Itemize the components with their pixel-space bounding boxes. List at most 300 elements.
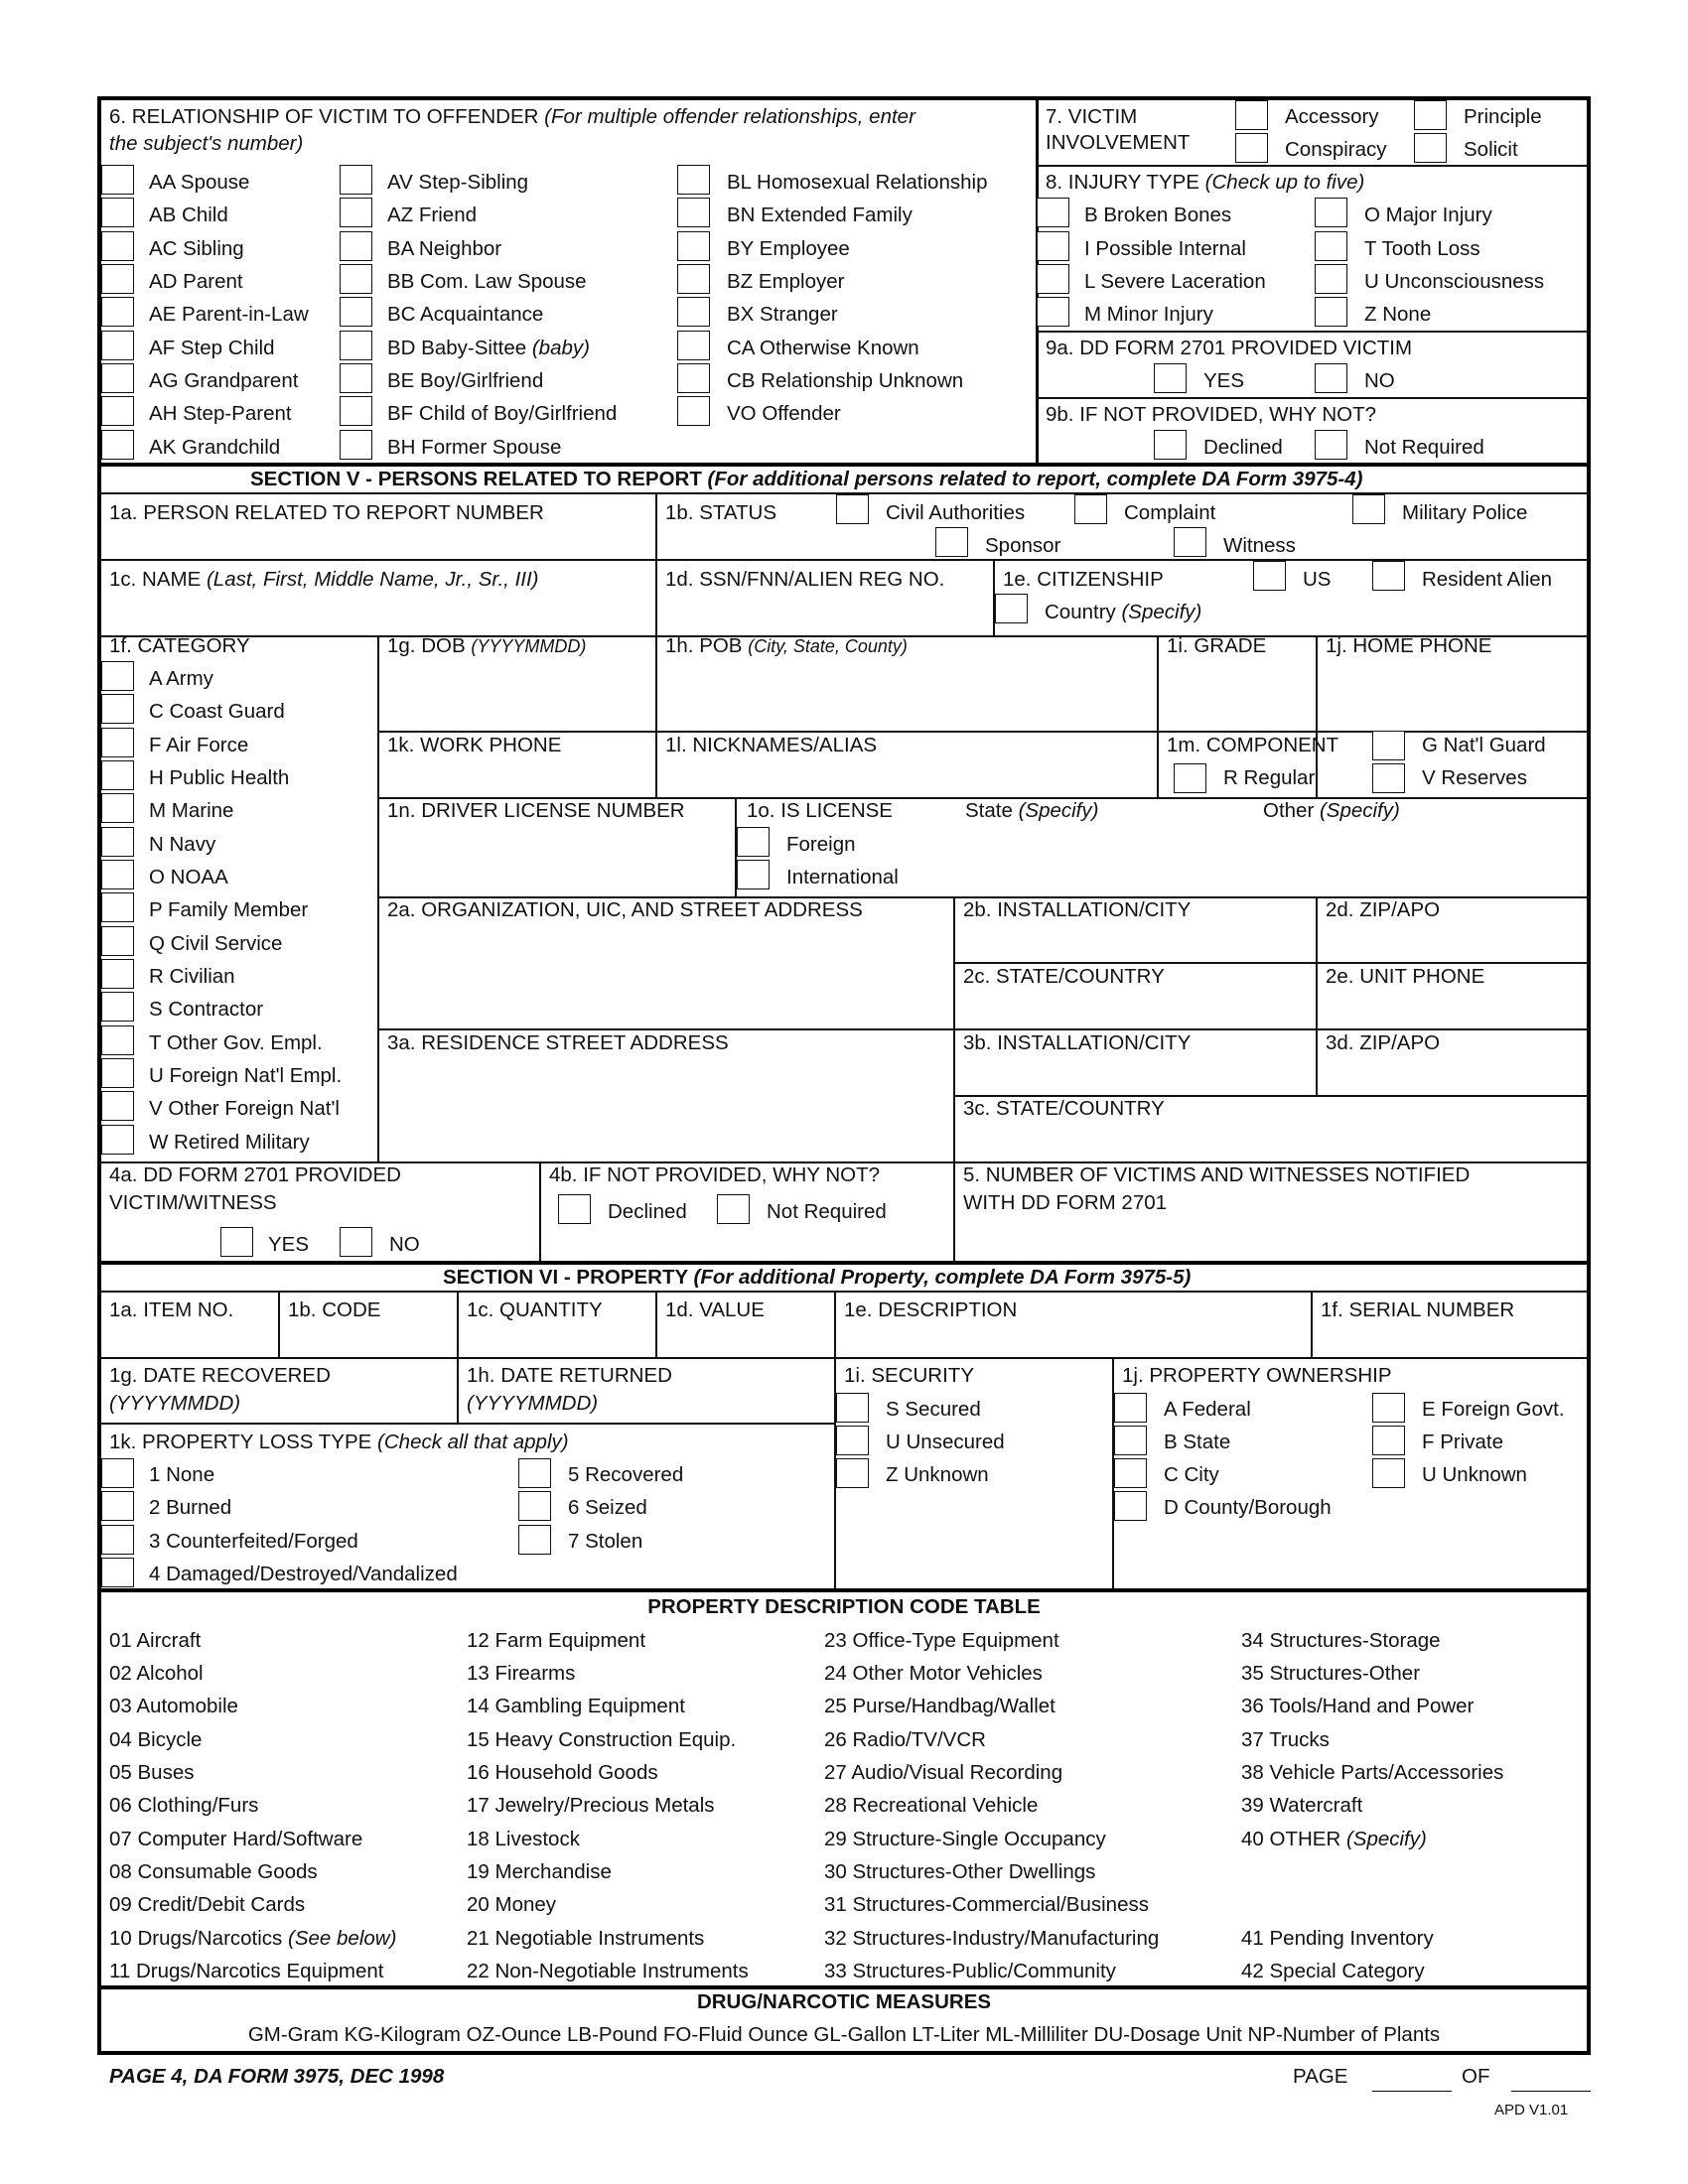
drug-measures-title: DRUG/NARCOTIC MEASURES	[696, 1990, 992, 2013]
loss-label: 5 Recovered	[568, 1463, 684, 1486]
rel-label: BZ Employer	[727, 270, 845, 293]
status-label: Witness	[1223, 534, 1296, 557]
checkbox-injury-m[interactable]	[1037, 297, 1069, 327]
cit-country	[1045, 601, 1201, 624]
category-label: Q Civil Service	[149, 932, 283, 955]
category-label: A Army	[149, 667, 213, 690]
checkbox-own-b[interactable]	[1114, 1426, 1147, 1455]
injury-label: I Possible Internal	[1084, 237, 1246, 260]
checkbox-be[interactable]	[340, 363, 372, 393]
checkbox-lic-international[interactable]	[737, 860, 770, 889]
f1c-note: (Last, First, Middle Name, Jr., Sr., III)	[206, 568, 539, 591]
section-vi-header	[443, 1266, 1191, 1290]
checkbox-civil-authorities[interactable]	[836, 494, 869, 524]
checkbox-injury-b[interactable]	[1037, 198, 1069, 227]
rel-label: BB Com. Law Spouse	[387, 270, 587, 293]
f1g-text: 1g. DOB	[387, 634, 466, 657]
checkbox-cat-o[interactable]	[101, 860, 134, 889]
section-vi-note: (For additional Property, complete DA Form 3975-5)	[693, 1266, 1192, 1289]
f3c-label: 3c. STATE/COUNTRY	[963, 1097, 1165, 1120]
lic-label: International	[786, 866, 899, 888]
category-label: P Family Member	[149, 898, 309, 921]
code-item-drugs	[109, 1927, 396, 1951]
checkbox-cat-r[interactable]	[101, 959, 134, 989]
f1c-label	[109, 568, 539, 592]
p1d-label: 1d. VALUE	[665, 1298, 765, 1321]
code-item: 03 Automobile	[109, 1695, 238, 1717]
comp-label: R Regular	[1223, 766, 1316, 789]
p1a-label: 1a. ITEM NO.	[109, 1298, 234, 1321]
code-item: 05 Buses	[109, 1761, 195, 1784]
checkbox-9b-not-required[interactable]	[1315, 430, 1347, 460]
checkbox-bz[interactable]	[677, 264, 710, 294]
rel-label: AA Spouse	[149, 171, 250, 194]
checkbox-witness[interactable]	[1174, 527, 1206, 557]
loss-label: 6 Seized	[568, 1496, 647, 1519]
checkbox-4b-not-required[interactable]	[717, 1194, 750, 1224]
f2d-label: 2d. ZIP/APO	[1326, 898, 1441, 921]
checkbox-accessory[interactable]	[1235, 100, 1268, 130]
rel-label: BC Acquaintance	[387, 303, 544, 326]
see-below-note: (See below)	[288, 1927, 397, 1950]
code-item: 35 Structures-Other	[1241, 1662, 1421, 1685]
p1k-note: (Check all that apply)	[377, 1431, 569, 1453]
rel-label: CB Relationship Unknown	[727, 369, 964, 392]
rel-label: AG Grandparent	[149, 369, 299, 392]
comp-label: V Reserves	[1422, 766, 1527, 789]
checkbox-9a-no[interactable]	[1315, 363, 1347, 393]
category-label: R Civilian	[149, 965, 235, 988]
checkbox-military-police[interactable]	[1352, 494, 1385, 524]
f1d-label: 1d. SSN/FNN/ALIEN REG NO.	[665, 568, 945, 591]
p1g-note: (YYYYMMDD)	[109, 1392, 241, 1415]
loss-label: 4 Damaged/Destroyed/Vandalized	[149, 1563, 458, 1585]
checkbox-4b-declined[interactable]	[558, 1194, 591, 1224]
checkbox-sec-z[interactable]	[836, 1458, 869, 1488]
rel-label: BY Employee	[727, 237, 850, 260]
code-item: 26 Radio/TV/VCR	[824, 1728, 986, 1751]
category-label: T Other Gov. Empl.	[149, 1031, 323, 1054]
code-item: 13 Firearms	[467, 1662, 576, 1685]
section-v-note: (For additional persons related to report, complete DA Form 3975-4)	[707, 468, 1363, 490]
code-item: 21 Negotiable Instruments	[467, 1927, 705, 1950]
p1k-label	[109, 1431, 569, 1454]
injury-label: Z None	[1364, 303, 1432, 326]
f3b-label: 3b. INSTALLATION/CITY	[963, 1031, 1192, 1054]
f2e-label: 2e. UNIT PHONE	[1326, 965, 1485, 988]
q7-opt-label: Solicit	[1464, 138, 1518, 161]
checkbox-principle[interactable]	[1414, 100, 1447, 130]
q9b-opt-label: Declined	[1203, 436, 1283, 459]
f1i-label: 1i. GRADE	[1167, 634, 1267, 657]
category-label: V Other Foreign Nat'l	[149, 1097, 340, 1120]
f5-label: 5. NUMBER OF VICTIMS AND WITNESSES NOTIFIED	[963, 1163, 1471, 1186]
checkbox-own-u[interactable]	[1372, 1458, 1405, 1488]
loss-label: 3 Counterfeited/Forged	[149, 1530, 358, 1553]
code-item: 23 Office-Type Equipment	[824, 1629, 1059, 1652]
rel-label-bd	[387, 337, 590, 360]
checkbox-ca[interactable]	[677, 331, 710, 360]
rel-label: AV Step-Sibling	[387, 171, 529, 194]
loss-label: 7 Stolen	[568, 1530, 643, 1553]
p1b-label: 1b. CODE	[288, 1298, 381, 1321]
checkbox-bd[interactable]	[340, 331, 372, 360]
checkbox-4a-yes[interactable]	[220, 1227, 253, 1257]
checkbox-solicit[interactable]	[1414, 133, 1447, 163]
f4a-yes-label: YES	[268, 1233, 310, 1256]
code-item: 09 Credit/Debit Cards	[109, 1893, 306, 1916]
footer-of-label: OF	[1462, 2065, 1490, 2088]
lic-other	[1263, 799, 1400, 823]
cit-note: (Specify)	[1121, 601, 1202, 623]
checkbox-injury-t[interactable]	[1315, 231, 1347, 261]
f1h-note: (City, State, County)	[748, 636, 908, 656]
checkbox-aa[interactable]	[101, 165, 134, 195]
rel-label: AB Child	[149, 204, 228, 226]
q9b-opt-label: Not Required	[1364, 436, 1484, 459]
checkbox-af[interactable]	[101, 331, 134, 360]
f1k-label: 1k. WORK PHONE	[387, 734, 562, 756]
code-item: 06 Clothing/Furs	[109, 1794, 259, 1817]
f2c-label: 2c. STATE/COUNTRY	[963, 965, 1165, 988]
code-item: 02 Alcohol	[109, 1662, 204, 1685]
checkbox-loss-4[interactable]	[101, 1558, 134, 1587]
f2b-label: 2b. INSTALLATION/CITY	[963, 898, 1192, 921]
checkbox-sec-s[interactable]	[836, 1393, 869, 1423]
comp-label: G Nat'l Guard	[1422, 734, 1546, 756]
checkbox-av[interactable]	[340, 165, 372, 195]
q7-title: 7. VICTIM	[1046, 105, 1138, 128]
cit-country-text: Country	[1045, 601, 1116, 623]
section-vi-title: SECTION VI - PROPERTY	[443, 1266, 688, 1289]
cit-label: US	[1303, 568, 1332, 591]
checkbox-bh[interactable]	[340, 430, 372, 460]
checkbox-ab[interactable]	[101, 198, 134, 227]
footer-version: APD V1.01	[1494, 2102, 1569, 2118]
q9a-no-label: NO	[1364, 369, 1395, 392]
checkbox-ae[interactable]	[101, 297, 134, 327]
f2a-label: 2a. ORGANIZATION, UIC, AND STREET ADDRESS	[387, 898, 863, 921]
rel-label: BE Boy/Girlfriend	[387, 369, 544, 392]
f4b-label: 4b. IF NOT PROVIDED, WHY NOT?	[549, 1163, 880, 1186]
loss-label: 1 None	[149, 1463, 215, 1486]
code-item: 11 Drugs/Narcotics Equipment	[109, 1960, 384, 1982]
category-label: F Air Force	[149, 734, 249, 756]
category-label: M Marine	[149, 799, 234, 822]
code-item: 37 Trucks	[1241, 1728, 1330, 1751]
q9a-yes-label: YES	[1203, 369, 1245, 392]
code-item: 28 Recreational Vehicle	[824, 1794, 1039, 1817]
category-label: U Foreign Nat'l Empl.	[149, 1064, 343, 1087]
checkbox-9a-yes[interactable]	[1154, 363, 1187, 393]
checkbox-conspiracy[interactable]	[1235, 133, 1268, 163]
code-item: 25 Purse/Handbag/Wallet	[824, 1695, 1055, 1717]
code-item: 12 Farm Equipment	[467, 1629, 646, 1652]
section-v-title: SECTION V - PERSONS RELATED TO REPORT	[250, 468, 702, 490]
f1e-label: 1e. CITIZENSHIP	[1003, 568, 1164, 591]
checkbox-comp-g[interactable]	[1372, 731, 1405, 760]
p1h-note: (YYYYMMDD)	[467, 1392, 599, 1415]
code-item: 27 Audio/Visual Recording	[824, 1761, 1063, 1784]
p1e-label: 1e. DESCRIPTION	[844, 1298, 1018, 1321]
q9a-title: 9a. DD FORM 2701 PROVIDED VICTIM	[1046, 337, 1413, 359]
checkbox-comp-v[interactable]	[1372, 763, 1405, 793]
lic-label: Foreign	[786, 833, 856, 856]
drug-measures-list: GM-Gram KG-Kilogram OZ-Ounce LB-Pound FO-Fluid Ounce GL-Gallon LT-Liter ML-Milliliter DU-Dosage Unit NP-Number of Plants	[247, 2023, 1441, 2046]
ownership-label: U Unknown	[1422, 1463, 1527, 1486]
rel-label: AE Parent-in-Law	[149, 303, 309, 326]
f3a-label: 3a. RESIDENCE STREET ADDRESS	[387, 1031, 729, 1054]
checkbox-own-d[interactable]	[1114, 1491, 1147, 1521]
f5-label2: WITH DD FORM 2701	[963, 1191, 1168, 1214]
p1k-text: 1k. PROPERTY LOSS TYPE	[109, 1431, 372, 1453]
checkbox-complaint[interactable]	[1074, 494, 1107, 524]
loss-label: 2 Burned	[149, 1496, 232, 1519]
code-item: 40 OTHER	[1241, 1828, 1341, 1850]
code-item: 08 Consumable Goods	[109, 1860, 318, 1883]
injury-label: T Tooth Loss	[1364, 237, 1480, 260]
checkbox-cat-m[interactable]	[101, 793, 134, 823]
checkbox-bf[interactable]	[340, 396, 372, 426]
checkbox-resident-alien[interactable]	[1372, 561, 1405, 591]
bd-note: (baby)	[531, 337, 590, 359]
rel-label: AC Sibling	[149, 237, 244, 260]
rel-label: BX Stranger	[727, 303, 838, 326]
checkbox-cat-a[interactable]	[101, 661, 134, 691]
p1i-label: 1i. SECURITY	[844, 1364, 974, 1387]
checkbox-cat-n[interactable]	[101, 827, 134, 857]
code-item: 14 Gambling Equipment	[467, 1695, 685, 1717]
f1n-label: 1n. DRIVER LICENSE NUMBER	[387, 799, 685, 822]
checkbox-cat-h[interactable]	[101, 760, 134, 790]
code-item: 04 Bicycle	[109, 1728, 203, 1751]
q7-opt-label: Conspiracy	[1285, 138, 1387, 161]
rel-label: AH Step-Parent	[149, 402, 292, 425]
checkbox-country[interactable]	[995, 594, 1028, 623]
q7-title2: INVOLVEMENT	[1046, 131, 1191, 154]
f4a-label: 4a. DD FORM 2701 PROVIDED	[109, 1163, 401, 1186]
other-specify-note: (Specify)	[1345, 1828, 1427, 1850]
security-label: Z Unknown	[886, 1463, 989, 1486]
code-item: 39 Watercraft	[1241, 1794, 1363, 1817]
code-item: 18 Livestock	[467, 1828, 580, 1850]
lic-other-note: (Specify)	[1319, 799, 1400, 822]
checkbox-injury-l[interactable]	[1037, 264, 1069, 294]
injury-label: L Severe Laceration	[1084, 270, 1266, 293]
code-item: 07 Computer Hard/Software	[109, 1828, 363, 1850]
checkbox-ac[interactable]	[101, 231, 134, 261]
checkbox-injury-u[interactable]	[1315, 264, 1347, 294]
rel-label: VO Offender	[727, 402, 841, 425]
code-item: 34 Structures-Storage	[1241, 1629, 1441, 1652]
status-label: Civil Authorities	[886, 501, 1026, 524]
checkbox-loss-5[interactable]	[518, 1458, 551, 1488]
p1j-label: 1j. PROPERTY OWNERSHIP	[1122, 1364, 1392, 1387]
q6-note: (For multiple offender relationships, enter	[544, 105, 915, 128]
f1g-label	[387, 634, 586, 658]
status-label: Military Police	[1402, 501, 1528, 524]
code-item: 38 Vehicle Parts/Accessories	[1241, 1761, 1504, 1784]
injury-label: B Broken Bones	[1084, 204, 1232, 226]
checkbox-cat-p[interactable]	[101, 892, 134, 922]
checkbox-bl[interactable]	[677, 165, 710, 195]
checkbox-ak[interactable]	[101, 430, 134, 460]
checkbox-us[interactable]	[1253, 561, 1286, 591]
checkbox-vo[interactable]	[677, 396, 710, 426]
checkbox-cat-s[interactable]	[101, 992, 134, 1022]
ownership-label: B State	[1164, 1431, 1231, 1453]
checkbox-bb[interactable]	[340, 264, 372, 294]
code-item: 32 Structures-Industry/Manufacturing	[824, 1927, 1160, 1950]
f1h-label	[665, 634, 908, 658]
f4b-opt-label: Declined	[608, 1200, 687, 1223]
rel-label: AZ Friend	[387, 204, 477, 226]
f1f-label: 1f. CATEGORY	[109, 634, 250, 657]
q8-title	[1046, 171, 1364, 195]
checkbox-ag[interactable]	[101, 363, 134, 393]
checkbox-loss-7[interactable]	[518, 1525, 551, 1555]
checkbox-cat-c[interactable]	[101, 694, 134, 724]
ownership-label: C City	[1164, 1463, 1219, 1486]
status-label: Sponsor	[985, 534, 1061, 557]
injury-label: O Major Injury	[1364, 204, 1492, 226]
rel-label-text: BD Baby-Sittee	[387, 337, 527, 359]
q6-title	[109, 105, 915, 129]
checkbox-bx[interactable]	[677, 297, 710, 327]
lic-state	[965, 799, 1098, 823]
checkbox-sponsor[interactable]	[935, 527, 968, 557]
footer-form-id: PAGE 4, DA FORM 3975, DEC 1998	[109, 2065, 445, 2088]
f1h-text: 1h. POB	[665, 634, 743, 657]
checkbox-cat-u[interactable]	[101, 1058, 134, 1088]
checkbox-cat-v[interactable]	[101, 1091, 134, 1121]
checkbox-sec-u[interactable]	[836, 1426, 869, 1455]
f1o-label: 1o. IS LICENSE	[747, 799, 893, 822]
checkbox-bc[interactable]	[340, 297, 372, 327]
code-item: 30 Structures-Other Dwellings	[824, 1860, 1096, 1883]
code-item: 17 Jewelry/Precious Metals	[467, 1794, 715, 1817]
f1l-label: 1l. NICKNAMES/ALIAS	[665, 734, 878, 756]
ownership-label: A Federal	[1164, 1398, 1251, 1421]
q7-opt-label: Principle	[1464, 105, 1542, 128]
security-label: U Unsecured	[886, 1431, 1005, 1453]
injury-label: U Unconsciousness	[1364, 270, 1545, 293]
f3d-label: 3d. ZIP/APO	[1326, 1031, 1441, 1054]
checkbox-own-a[interactable]	[1114, 1393, 1147, 1423]
checkbox-own-f[interactable]	[1372, 1426, 1405, 1455]
p1c-label: 1c. QUANTITY	[467, 1298, 603, 1321]
security-label: S Secured	[886, 1398, 981, 1421]
code-item: 29 Structure-Single Occupancy	[824, 1828, 1106, 1850]
code-table-title: PROPERTY DESCRIPTION CODE TABLE	[647, 1595, 1041, 1618]
checkbox-cat-w[interactable]	[101, 1125, 134, 1155]
checkbox-ah[interactable]	[101, 396, 134, 426]
f4a-no-label: NO	[389, 1233, 420, 1256]
category-label: N Navy	[149, 833, 216, 856]
checkbox-loss-2[interactable]	[101, 1491, 134, 1521]
ownership-label: F Private	[1422, 1431, 1504, 1453]
f1c-text: 1c. NAME	[109, 568, 202, 591]
q7-opt-label: Accessory	[1285, 105, 1379, 128]
q8-note: (Check up to five)	[1204, 171, 1365, 194]
ownership-label: D County/Borough	[1164, 1496, 1332, 1519]
f1a-label: 1a. PERSON RELATED TO REPORT NUMBER	[109, 501, 544, 524]
rel-label: BH Former Spouse	[387, 436, 562, 459]
p1f-label: 1f. SERIAL NUMBER	[1321, 1298, 1515, 1321]
rel-label: AF Step Child	[149, 337, 275, 359]
checkbox-9b-declined[interactable]	[1154, 430, 1187, 460]
rel-label: BL Homosexual Relationship	[727, 171, 988, 194]
footer-page-label: PAGE	[1293, 2065, 1348, 2088]
checkbox-injury-z[interactable]	[1315, 297, 1347, 327]
checkbox-own-e[interactable]	[1372, 1393, 1405, 1423]
ownership-label: E Foreign Govt.	[1422, 1398, 1565, 1421]
code-item: 36 Tools/Hand and Power	[1241, 1695, 1475, 1717]
code-item: 33 Structures-Public/Community	[824, 1960, 1116, 1982]
f4b-opt-label: Not Required	[767, 1200, 887, 1223]
checkbox-cat-t[interactable]	[101, 1025, 134, 1055]
category-label: C Coast Guard	[149, 700, 285, 723]
checkbox-injury-i[interactable]	[1037, 231, 1069, 261]
checkbox-by[interactable]	[677, 231, 710, 261]
q8-title-text: 8. INJURY TYPE	[1046, 171, 1199, 194]
checkbox-ad[interactable]	[101, 264, 134, 294]
q9b-title: 9b. IF NOT PROVIDED, WHY NOT?	[1046, 403, 1376, 426]
code-item: 41 Pending Inventory	[1241, 1927, 1434, 1950]
checkbox-loss-3[interactable]	[101, 1525, 134, 1555]
checkbox-loss-6[interactable]	[518, 1491, 551, 1521]
checkbox-cat-f[interactable]	[101, 728, 134, 757]
category-label: W Retired Military	[149, 1131, 310, 1154]
checkbox-4a-no[interactable]	[340, 1227, 372, 1257]
checkbox-injury-o[interactable]	[1315, 198, 1347, 227]
p1h-label: 1h. DATE RETURNED	[467, 1364, 672, 1387]
category-label: S Contractor	[149, 998, 264, 1021]
code-item: 15 Heavy Construction Equip.	[467, 1728, 737, 1751]
rel-label: BA Neighbor	[387, 237, 502, 260]
checkbox-bn[interactable]	[677, 198, 710, 227]
checkbox-cb[interactable]	[677, 363, 710, 393]
f1b-label: 1b. STATUS	[665, 501, 777, 524]
code-item: 10 Drugs/Narcotics	[109, 1927, 283, 1950]
section-v-header	[250, 468, 1362, 491]
checkbox-own-c[interactable]	[1114, 1458, 1147, 1488]
checkbox-ba[interactable]	[340, 231, 372, 261]
rel-label: CA Otherwise Known	[727, 337, 919, 359]
f1g-note: (YYYYMMDD)	[471, 636, 587, 656]
checkbox-az[interactable]	[340, 198, 372, 227]
checkbox-comp-r[interactable]	[1174, 763, 1206, 793]
rel-label: AD Parent	[149, 270, 243, 293]
lic-state-note: (Specify)	[1018, 799, 1099, 822]
q6-note2: the subject's number)	[109, 132, 304, 155]
code-item: 16 Household Goods	[467, 1761, 658, 1784]
f1j-label: 1j. HOME PHONE	[1326, 634, 1492, 657]
rel-label: AK Grandchild	[149, 436, 281, 459]
code-item: 01 Aircraft	[109, 1629, 202, 1652]
lic-other-text: Other	[1263, 799, 1315, 822]
checkbox-loss-1[interactable]	[101, 1458, 134, 1488]
cit-label: Resident Alien	[1422, 568, 1553, 591]
f1m-label: 1m. COMPONENT	[1167, 734, 1339, 756]
status-label: Complaint	[1124, 501, 1216, 524]
category-label: H Public Health	[149, 766, 290, 789]
q6-title-text: 6. RELATIONSHIP OF VICTIM TO OFFENDER	[109, 105, 539, 128]
code-item: 31 Structures-Commercial/Business	[824, 1893, 1149, 1916]
checkbox-lic-foreign[interactable]	[737, 827, 770, 857]
rel-label: BN Extended Family	[727, 204, 913, 226]
checkbox-cat-q[interactable]	[101, 926, 134, 956]
